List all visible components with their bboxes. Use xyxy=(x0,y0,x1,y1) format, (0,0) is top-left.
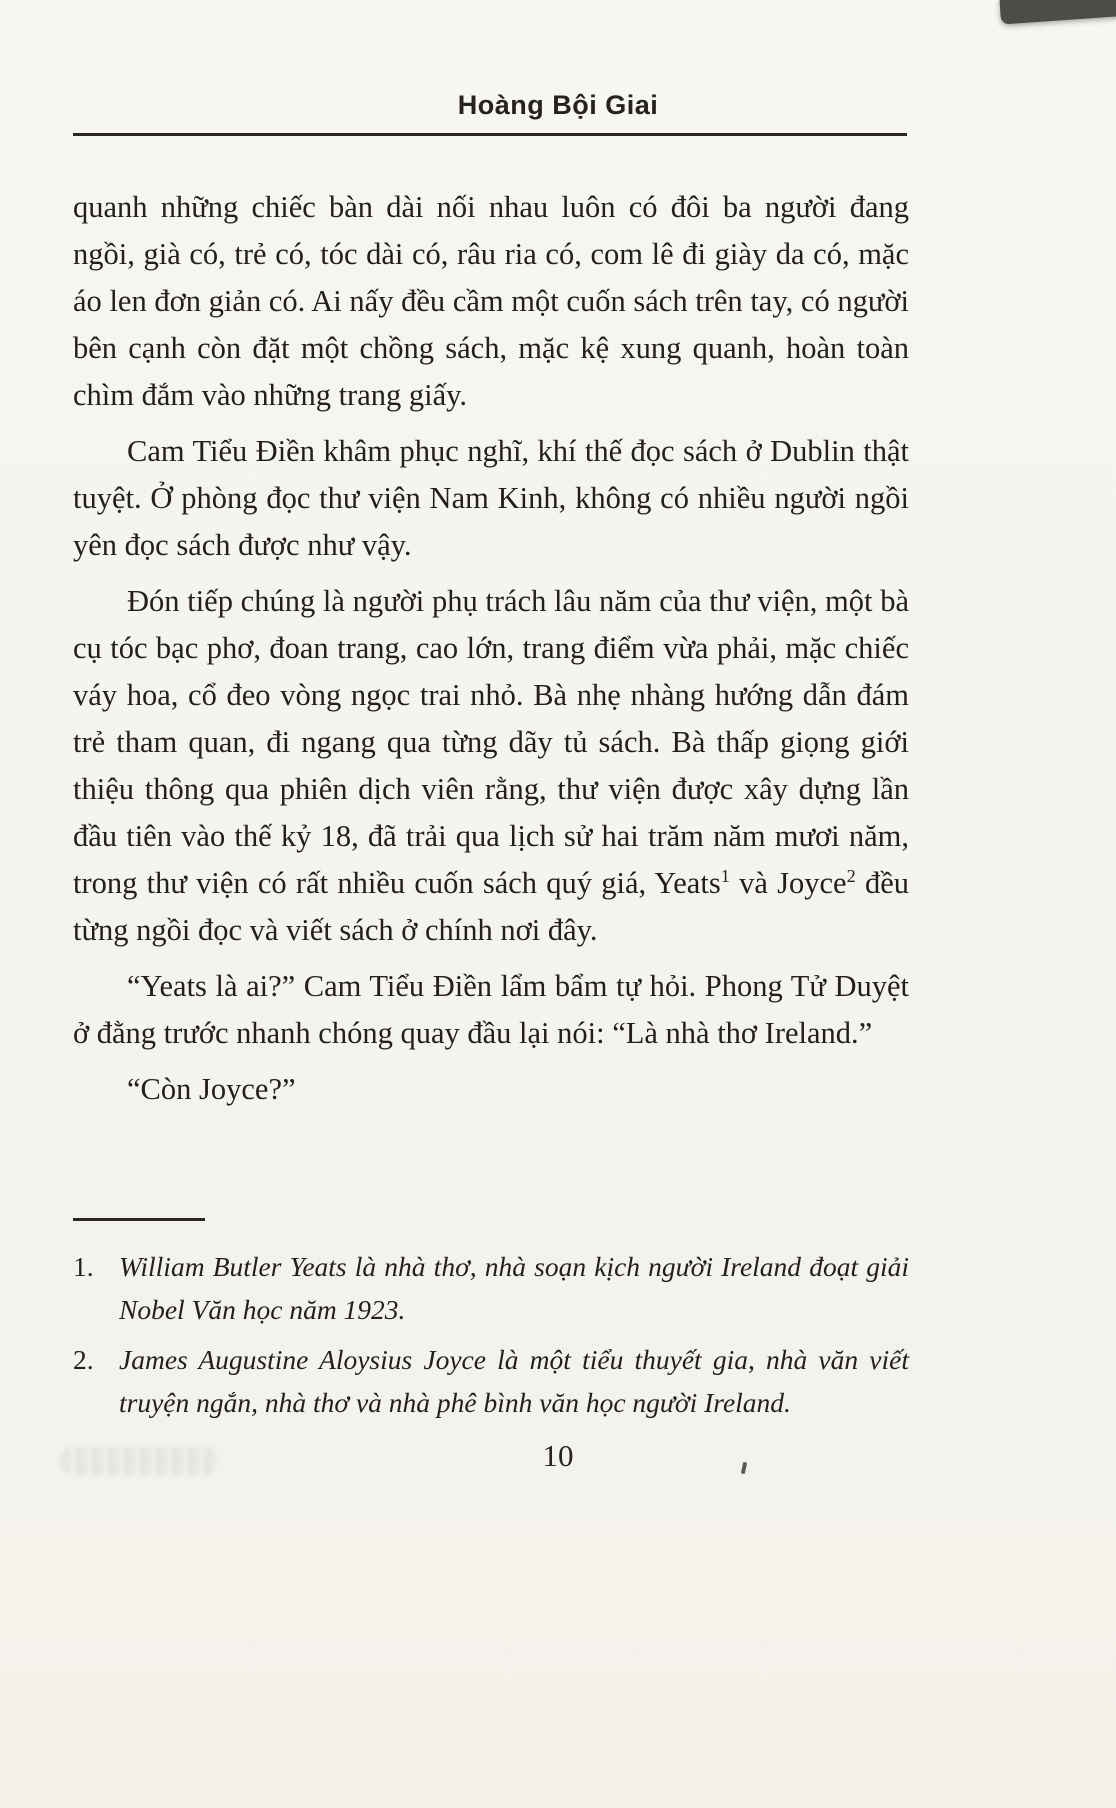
paragraph xyxy=(73,578,909,954)
paragraph-text: Đón tiếp chúng là người phụ trách lâu năm của thư viện, một bà cụ tóc bạc phơ, đoan trang, cao lớn, trang điểm vừa phải, mặc chiếc váy hoa, cổ đeo vòng ngọc trai nhỏ. Bà nhẹ nhàng hướng dẫn đám trẻ tham quan, đi ngang qua từng dãy tủ sách. Bà thấp giọng giới thiệu thông qua phiên dịch viên rằng, thư viện được xây dựng lần đầu tiên vào thế kỷ 18, đã trải qua lịch sử hai trăm năm mươi năm, trong thư viện có rất nhiều cuốn sách quý giá, Yeats xyxy=(73,584,909,900)
footnote-ref-1: 1 xyxy=(720,865,730,886)
footnote-item xyxy=(73,1338,909,1424)
paragraph: “Còn Joyce?” xyxy=(127,1072,296,1106)
page-number: 10 xyxy=(542,1438,574,1473)
footnote-ref-2: 2 xyxy=(846,865,856,886)
footnote-number: 2. xyxy=(73,1343,94,1375)
footnote-item xyxy=(73,1245,909,1331)
footnote-text: William Butler Yeats là nhà thơ, nhà soạn kịch người Ireland đoạt giải Nobel Văn học năm 1923. xyxy=(119,1250,909,1325)
scan-artifact xyxy=(999,0,1116,24)
page-body xyxy=(73,184,909,1122)
footnote-section xyxy=(73,1218,909,1431)
footnote-number: 1. xyxy=(73,1250,94,1282)
paragraph-text: đều từng ngồi đọc và viết sách ở chính nơi đây. xyxy=(73,866,910,947)
paragraph-text: và Joyce xyxy=(729,866,847,900)
footnote-text: James Augustine Aloysius Joyce là một tiểu thuyết gia, nhà văn viết truyện ngắn, nhà thơ và nhà phê bình văn học người Ireland. xyxy=(119,1343,909,1418)
paragraph: “Yeats là ai?” Cam Tiểu Điền lẩm bẩm tự hỏi. Phong Tử Duyệt ở đằng trước nhanh chóng quay đầu lại nói: “Là nhà thơ Ireland.” xyxy=(73,969,909,1050)
paragraph: Cam Tiểu Điền khâm phục nghĩ, khí thế đọc sách ở Dublin thật tuyệt. Ở phòng đọc thư viện Nam Kinh, không có nhiều người ngồi yên đọc sách được như vậy. xyxy=(73,434,909,562)
header-rule xyxy=(73,133,907,136)
footnote-rule xyxy=(73,1218,205,1221)
running-header-title: Hoàng Bội Giai xyxy=(457,90,659,120)
paragraph: quanh những chiếc bàn dài nối nhau luôn có đôi ba người đang ngồi, già có, trẻ có, tóc dài có, râu ria có, com lê đi giày da có, mặc áo len đơn giản có. Ai nấy đều cầm một cuốn sách trên tay, có người bên cạnh còn đặt một chồng sách, mặc kệ xung quanh, hoàn toàn chìm đắm vào những trang giấy. xyxy=(73,190,909,412)
